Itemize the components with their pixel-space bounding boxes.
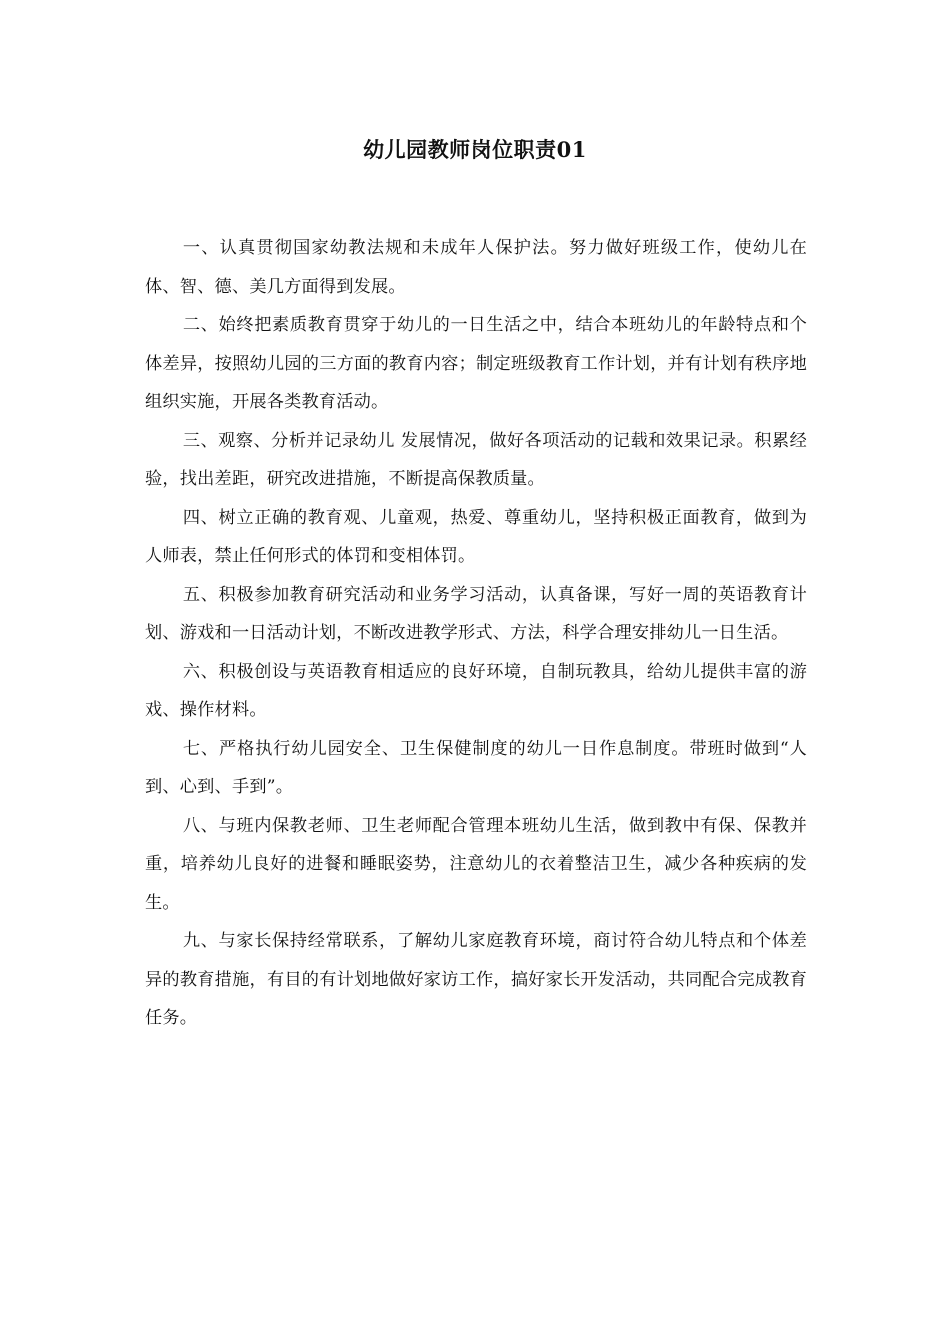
document-title: 幼儿园教师岗位职责01 bbox=[363, 137, 587, 162]
paragraph-4: 四、树立正确的教育观、儿童观，热爱、尊重幼儿，坚持积极正面教育，做到为人师表，禁止任何形式的体罚和变相体罚。 bbox=[145, 507, 807, 566]
paragraph-6: 六、积极创设与英语教育相适应的良好环境，自制玩教具，给幼儿提供丰富的游戏、操作材料。 bbox=[145, 661, 807, 720]
paragraph-7: 七、严格执行幼儿园安全、卫生保健制度的幼儿一日作息制度。带班时做到“人到、心到、手到”。 bbox=[145, 738, 807, 797]
paragraph-1: 一、认真贯彻国家幼教法规和未成年人保护法。努力做好班级工作，使幼儿在体、智、德、美几方面得到发展。 bbox=[145, 238, 807, 297]
paragraph-8: 八、与班内保教老师、卫生老师配合管理本班幼儿生活，做到教中有保、保教并重，培养幼儿良好的进餐和睡眠姿势，注意幼儿的衣着整洁卫生，减少各种疾病的发生。 bbox=[145, 815, 807, 913]
paragraph-5: 五、积极参加教育研究活动和业务学习活动，认真备课，写好一周的英语教育计划、游戏和一日活动计划，不断改进教学形式、方法，科学合理安排幼儿一日生活。 bbox=[145, 584, 807, 643]
document-body bbox=[145, 229, 807, 1038]
paragraph-9: 九、与家长保持经常联系，了解幼儿家庭教育环境，商讨符合幼儿特点和个体差异的教育措施，有目的有计划地做好家访工作，搞好家长开发活动，共同配合完成教育任务。 bbox=[145, 931, 807, 1028]
paragraph-2: 二、始终把素质教育贯穿于幼儿的一日生活之中，结合本班幼儿的年龄特点和个体差异，按照幼儿园的三方面的教育内容；制定班级教育工作计划，并有计划有秩序地组织实施，开展各类教育活动。 bbox=[145, 315, 807, 412]
paragraph-3: 三、观察、分析并记录幼儿 发展情况，做好各项活动的记载和效果记录。积累经验，找出差距，研究改进措施，不断提高保教质量。 bbox=[145, 430, 807, 489]
